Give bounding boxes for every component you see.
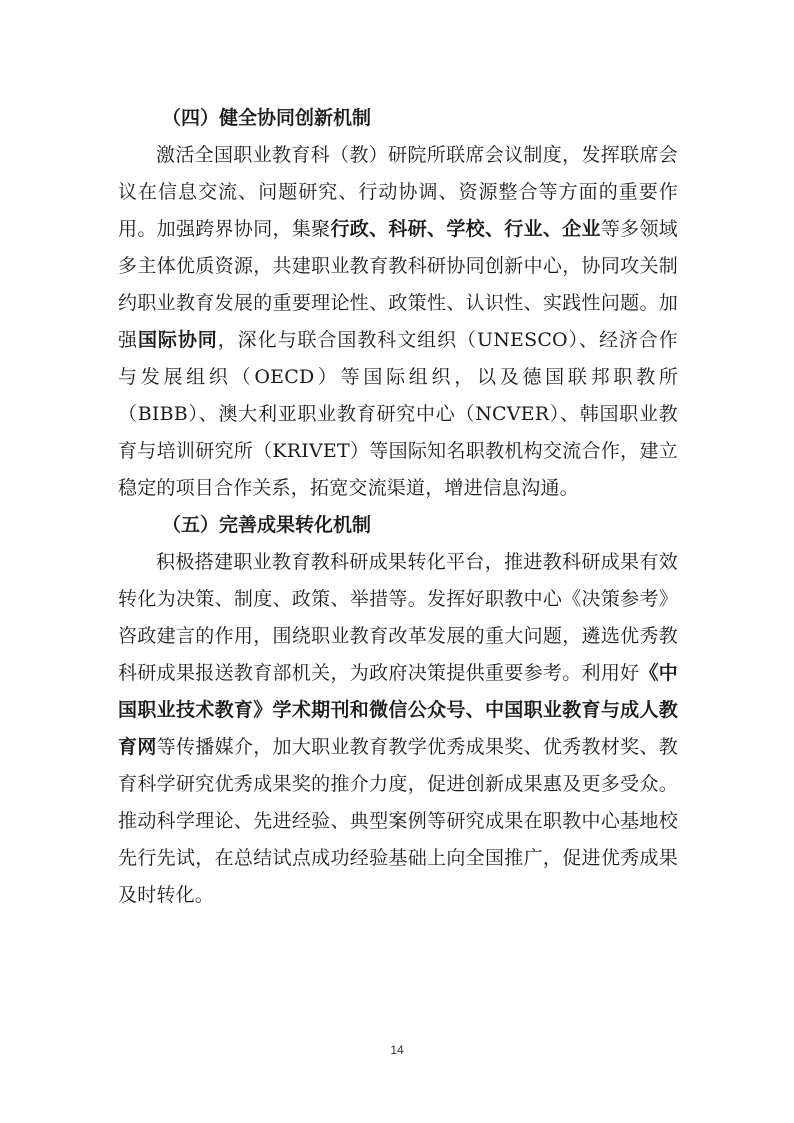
section-heading-4: （四）健全协同创新机制 — [162, 107, 372, 129]
text-run: 等传播媒介，加大职业教育教学优秀成果奖、优秀教材奖、教育科学研究优秀成果奖的推介力度，促进创新成果惠及更多受众。推动科学理论、先进经验、典型案例等研究成果在职教中心基地校先行先试，在总结试点成功经验基础上向全国推广，促进优秀成果及时转化。 — [118, 736, 679, 906]
bold-text-run: 国际协同 — [137, 329, 218, 351]
section-heading-5: （五）完善成果转化机制 — [162, 514, 372, 536]
text-run: 积极搭建职业教育教科研成果转化平台，推进教科研成果有效转化为决策、制度、政策、举措等。发挥好职教中心《决策参考》咨政建言的作用，围绕职业教育改革发展的重大问题，遴选优秀教科研成果报送教育部机关，为政府决策提供重要参考。利用好 — [118, 551, 678, 684]
text-run: 激活全国职业教育科（教）研院所联席会议制度，发挥联席会议在信息交流、问题研究、行动协调、资源整合等方面的重要作用。加强跨界协同，集聚 — [118, 144, 678, 240]
document-body — [118, 100, 678, 914]
bold-text-run: 《中国职业技术教育》学术期刊和微信公众号、中国职业教育与成人教育网 — [118, 662, 678, 758]
text-run: 等多领域多主体优质资源，共建职业教育教科研协同创新中心，协同攻关制约职业教育发展的重要理论性、政策性、认识性、实践性问题。加强 — [118, 218, 678, 351]
text-run: ，深化与联合国教科文组织（UNESCO）、经济合作与发展组织（OECD）等国际组织，以及德国联邦职教所（BIBB）、澳大利亚职业教育研究中心（NCVER）、韩国职业教育与培训研究所（KRIVET）等国际知名职教机构交流合作，建立稳定的项目合作关系，拓宽交流渠道，增进信息沟通。 — [118, 329, 678, 499]
page-number: 14 — [390, 1043, 404, 1057]
section-4-paragraph — [118, 137, 678, 507]
bold-text-run: 行政、科研、学校、行业、企业 — [330, 218, 601, 240]
section-5-paragraph — [118, 544, 678, 914]
